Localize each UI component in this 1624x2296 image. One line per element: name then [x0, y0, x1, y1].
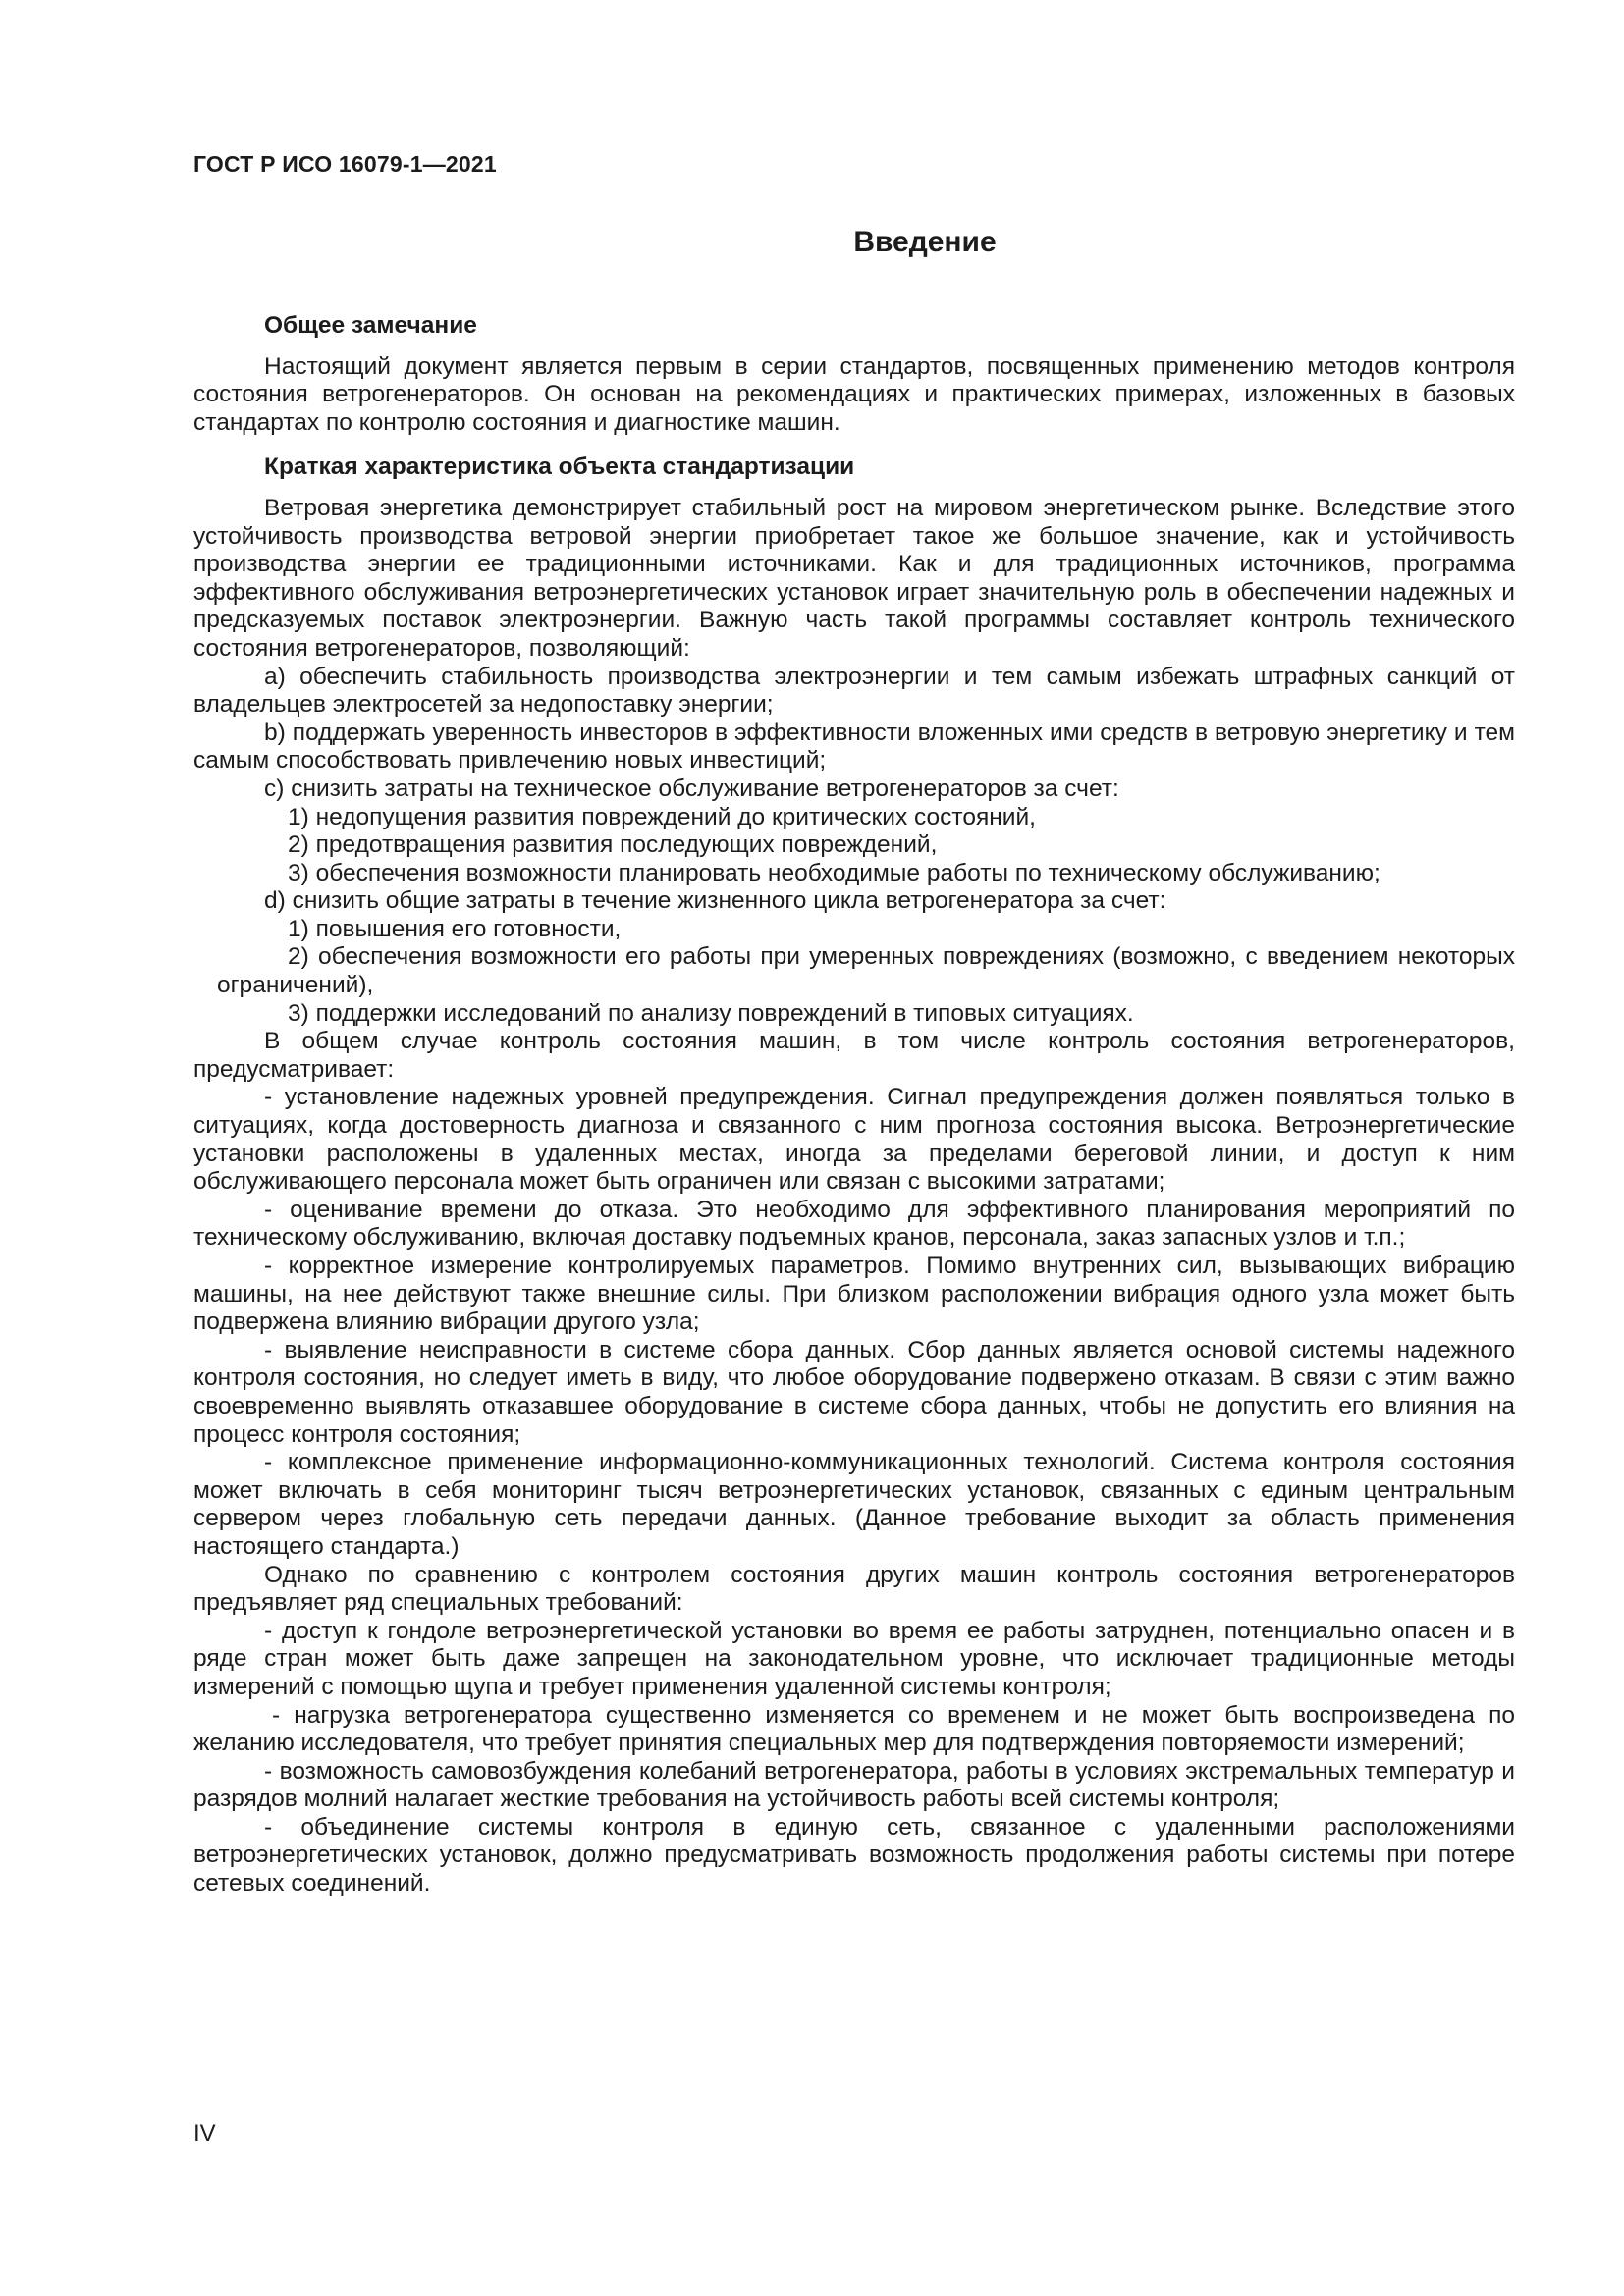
special-requirement-item: - объединение системы контроля в единую сеть, связанное с удаленными расположениями ветроэнергетических установок, должно предусматривать возможность продолжения работы системы при потере сетевых соединений.: [193, 1813, 1515, 1897]
list-subitem: 1) недопущения развития повреждений до критических состояний,: [288, 803, 1036, 830]
list-subitem: 3) поддержки исследований по анализу повреждений в типовых ситуациях.: [288, 999, 1134, 1027]
section-heading-general: Общее замечание: [264, 312, 477, 339]
document-code: ГОСТ Р ИСО 16079-1—2021: [193, 151, 497, 177]
paragraph: В общем случае контроль состояния машин, в том числе контроль состояния ветрогенераторов, предусматривает:: [193, 1028, 1515, 1083]
list-item: c) снизить затраты на техническое обслуживание ветрогенераторов за счет:: [264, 774, 1119, 802]
special-requirement-item: - возможность самовозбуждения колебаний ветрогенератора, работы в условиях экстремальных температур и разрядов молний налагает жесткие требования на устойчивость работы всей системы контроля;: [193, 1757, 1515, 1813]
list-item: a) обеспечить стабильность производства электроэнергии и тем самым избежать штрафных санкций от владельцев электросетей за недопоставку энергии;: [193, 663, 1515, 719]
page-title: Введение: [853, 226, 997, 258]
list-item: b) поддержать уверенность инвесторов в эффективности вложенных ими средств в ветровую энергетику и тем самым способствовать привлечению новых инвестиций;: [193, 719, 1515, 774]
section-heading-brief: Краткая характеристика объекта стандартизации: [264, 454, 855, 481]
paragraph: Настоящий документ является первым в серии стандартов, посвященных применению методов контроля состояния ветрогенераторов. Он основан на рекомендациях и практических примерах, изложенных в базовых стандартах по контролю состояния и диагностике машин.: [193, 352, 1515, 436]
paragraph: Однако по сравнению с контролем состояния других машин контроль состояния ветрогенераторов предъявляет ряд специальных требований:: [193, 1561, 1515, 1617]
requirement-item: - комплексное применение информационно-коммуникационных технологий. Система контроля состояния может включать в себя мониторинг тысяч ветроэнергетических установок, связанных с единым центральным сервером через глобальную сеть передачи данных. (Данное требование выходит за область применения настоящего стандарта.): [193, 1449, 1515, 1560]
list-subitem: 2) обеспечения возможности его работы при умеренных повреждениях (возможно, с введением некоторых ограничений),: [217, 943, 1515, 999]
list-subitem: 2) предотвращения развития последующих повреждений,: [288, 831, 938, 859]
document-body: [193, 312, 1515, 1898]
special-requirement-item: - доступ к гондоле ветроэнергетической установки во время ее работы затруднен, потенциально опасен и в ряде стран может быть даже запрещен на законодательном уровне, что исключает традиционные методы измерений с помощью щупа и требует применения удаленной системы контроля;: [193, 1617, 1515, 1700]
paragraph: Ветровая энергетика демонстрирует стабильный рост на мировом энергетическом рынке. Вследствие этого устойчивость производства ветровой энергии приобретает такое же большое значение, как и устойчивость производства энергии ее традиционными источниками. Как и для традиционных источников, программа эффективного обслуживания ветроэнергетических установок играет значительную роль в обеспечении надежных и предсказуемых поставок электроэнергии. Важную часть такой программы составляет контроль технического состояния ветрогенераторов, позволяющий:: [193, 494, 1515, 662]
requirement-item: - корректное измерение контролируемых параметров. Помимо внутренних сил, вызывающих вибрацию машины, на нее действуют также внешние силы. При близком расположении вибрация одного узла может быть подвержена влиянию вибрации другого узла;: [193, 1253, 1515, 1336]
list-item: d) снизить общие затраты в течение жизненного цикла ветрогенератора за счет:: [264, 887, 1166, 915]
requirement-item: - оценивание времени до отказа. Это необходимо для эффективного планирования мероприятий по техническому обслуживанию, включая доставку подъемных кранов, персонала, заказ запасных узлов и т.п.;: [193, 1196, 1515, 1252]
requirement-item: - выявление неисправности в системе сбора данных. Сбор данных является основой системы надежного контроля состояния, но следует иметь в виду, что любое оборудование подвержено отказам. В связи с этим важно своевременно выявлять отказавшее оборудование в системе сбора данных, чтобы не допустить его влияния на процесс контроля состояния;: [193, 1336, 1515, 1448]
special-requirement-item: - нагрузка ветрогенератора существенно изменяется со временем и не может быть воспроизведена по желанию исследователя, что требует принятия специальных мер для подтверждения повторяемости измерений;: [193, 1701, 1515, 1757]
requirement-item: - установление надежных уровней предупреждения. Сигнал предупреждения должен появляться только в ситуациях, когда достоверность диагноза и связанного с ним прогноза состояния высока. Ветроэнергетические установки расположены в удаленных местах, иногда за пределами береговой линии, и доступ к ним обслуживающего персонала может быть ограничен или связан с высокими затратами;: [193, 1084, 1515, 1196]
list-subitem: 3) обеспечения возможности планировать необходимые работы по техническому обслуживанию;: [288, 859, 1380, 886]
page-number: IV: [193, 2120, 216, 2147]
list-subitem: 1) повышения его готовности,: [288, 915, 622, 942]
